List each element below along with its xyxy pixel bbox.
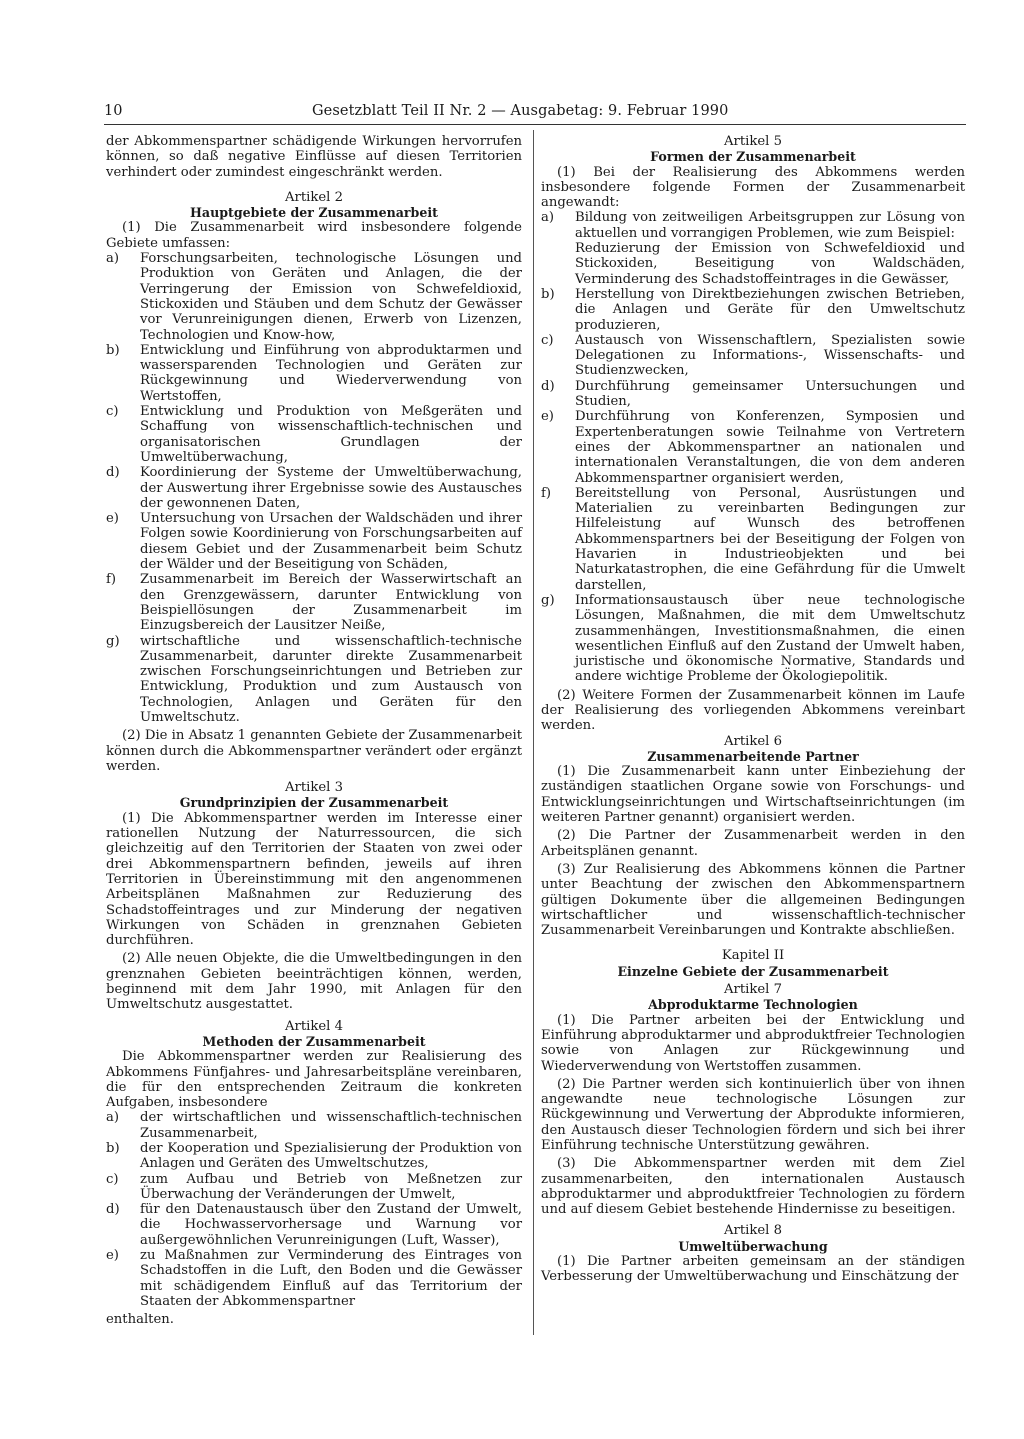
article-5-paragraph-1: (1) Bei der Realisierung des Abkommens werden insbesondere folgende Formen der Zusammenarbeit angewandt: [541, 164, 965, 211]
list-item: b) Herstellung von Direktbeziehungen zwischen Betrieben, die Anlagen und Geräte für den Umweltschutz produzieren, [541, 286, 965, 333]
list-item: e) Durchführung von Konferenzen, Symposien und Expertenberatungen sowie Teilnahme von Vertretern eines der Abkommenspartner an nationalen und internationalen Veranstaltungen, die von dem anderen Abkommenspartner organisiert werden, [541, 409, 965, 486]
article-3-title: Artikel 3 [285, 780, 343, 796]
article-8-paragraph-1: (1) Die Partner arbeiten gemeinsam an der ständigen Verbesserung der Umweltüberwachung und Einschätzung der [541, 1254, 965, 1285]
article-4-closing: enthalten. [106, 1312, 174, 1328]
list-item: g) Informationsaustausch über neue technologische Lösungen, Maßnahmen, die mit dem Umweltschutz zusammenhängen, Investitionsmaßnahmen, die einen wesentlichen Einfluß auf den Zustand der Umwelt haben, juristische und ökonomische Normative, Standards und andere wichtige Probleme der Ökologiepolitik. [541, 592, 965, 685]
chapter-title: Kapitel II [721, 948, 785, 964]
article-2-paragraph-1: (1) Die Zusammenarbeit wird insbesondere folgende Gebiete umfassen: [106, 220, 522, 251]
list-item: a) Forschungsarbeiten, technologische Lösungen und Produktion von Geräten und Anlagen, die der Verringerung der Emission von Schwefeldioxid, Stickoxiden und Stäuben und dem Schutz der Gewässer vor Verunreinigungen dienen, Erwerb von Lizenzen, Technologien und Know-how, [106, 251, 522, 343]
article-4-paragraph-1: Die Abkommenspartner werden zur Realisierung des Abkommens Fünfjahres- und Jahresarbeitspläne vereinbaren, die für den entsprechenden Zeitraum die konkreten Aufgaben, insbesondere [106, 1049, 522, 1111]
article-6-title: Artikel 6 [724, 733, 782, 749]
article-6-heading: Zusammenarbeitende Partner [647, 748, 859, 764]
list-item: c) Austausch von Wissenschaftlern, Spezialisten sowie Delegationen zu Informations-, Wissenschafts- und Studienzwecken, [541, 332, 965, 379]
article-7-title: Artikel 7 [724, 982, 782, 998]
list-item: a) Bildung von zeitweiligen Arbeitsgruppen zur Lösung von aktuellen und vorrangigen Problemen, wie zum Beispiel: Reduzierung der Emission von Schwefeldioxid und Stickoxiden, Beseitigung von Waldschäden, Verminderung des Schadstoffeintrages in die Gewässer, [541, 210, 965, 287]
article-6-paragraph-1: (1) Die Zusammenarbeit kann unter Einbeziehung der zuständigen staatlichen Organe sowie von Forschungs- und Entwicklungseinrichtungen und Wirtschaftseinrichtungen (im weiteren Partner genannt) organisiert werden. [541, 764, 965, 826]
article-6-paragraph-3: (3) Zur Realisierung des Abkommens können die Partner unter Beachtung der zwischen den Abkommenspartnern gültigen Dokumente über die allgemeinen Bedingungen wirtschaftlicher und wissenschaftlich-technischer Zusammenarbeit Vereinbarungen und Kontrakte abschließen. [541, 861, 965, 939]
article-3-paragraph-1: (1) Die Abkommenspartner werden im Interesse einer rationellen Nutzung der Naturressourcen, die sich gleichzeitig auf den Territorien der Staaten von zwei oder drei Abkommenspartnern befinden, jeweils auf ihren Territorien in Übereinstimmung mit den angenommenen Arbeitsplänen Maßnahmen zur Reduzierung des Schadstoffeintrages und zur Minderung der negativen Wirkungen von Schäden in grenznahen Gebieten durchführen. [106, 810, 522, 949]
chapter-heading: Einzelne Gebiete der Zusammenarbeit [617, 963, 889, 979]
list-item: d) Durchführung gemeinsamer Untersuchungen und Studien, [541, 378, 965, 410]
page-number: 10 [104, 103, 123, 119]
article-5-heading: Formen der Zusammenarbeit [650, 149, 856, 165]
article-2-heading: Hauptgebiete der Zusammenarbeit [190, 205, 438, 221]
article-7-paragraph-2: (2) Die Partner werden sich kontinuierlich über von ihnen angewandte neue technologische Lösungen zur Rückgewinnung und Verwertung der Abprodukte informieren, den Austausch dieser Technologien fördern und sich bei ihrer Einführung technische Unterstützung gewähren. [541, 1076, 965, 1153]
list-item: d) für den Datenaustausch über den Zustand der Umwelt, die Hochwasservorhersage und Warnung vor außergewöhnlichen Verunreinigungen (Luft, Wasser), [106, 1202, 522, 1248]
list-item: f) Bereitstellung von Personal, Ausrüstungen und Materialien zu vereinbarten Bedingungen zur Hilfeleistung auf Wunsch des betroffenen Abkommenspartners bei der Beseitigung der Folgen von Havarien in Industrieobjekten und bei Naturkatastrophen, die eine Gefährdung für die Umwelt darstellen, [541, 485, 965, 593]
article-3-heading: Grundprinzipien der Zusammenarbeit [179, 795, 449, 811]
right-column [541, 134, 965, 1285]
article-5-title: Artikel 5 [724, 134, 782, 149]
list-item: a) der wirtschaftlichen und wissenschaftlich-technischen Zusammenarbeit, [106, 1110, 522, 1141]
list-item: d) Koordinierung der Systeme der Umweltüberwachung, der Auswertung ihrer Ergebnisse sowie des Austausches der gewonnenen Daten, [106, 465, 522, 511]
list-item: e) Untersuchung von Ursachen der Waldschäden und ihrer Folgen sowie Koordinierung von Forschungsarbeiten auf diesem Gebiet und der Zusammenarbeit beim Schutz der Wälder und der Beseitigung von Schäden, [106, 511, 522, 573]
page-header [104, 100, 966, 122]
column-divider [533, 130, 534, 1335]
header-rule [104, 124, 966, 125]
list-item: c) zum Aufbau und Betrieb von Meßnetzen zur Überwachung der Veränderungen der Umwelt, [106, 1171, 522, 1202]
article-7-paragraph-3: (3) Die Abkommenspartner werden mit dem Ziel zusammenarbeiten, den internationalen Austausch abproduktarmer und abproduktfreier Technologien zu fördern und auf diesem Gebiet bestehende Hindernisse zu beseitigen. [541, 1156, 965, 1218]
article-4-title: Artikel 4 [285, 1018, 343, 1034]
list-item: b) Entwicklung und Einführung von abproduktarmen und wassersparenden Technologien und Geräten zur Rückgewinnung und Wiederverwendung von Wertstoffen, [106, 342, 522, 404]
gazette-title: Gesetzblatt Teil II Nr. 2 — Ausgabetag: 9. Februar 1990 [312, 103, 729, 119]
intro-paragraph: der Abkommenspartner schädigende Wirkungen hervorrufen können, so daß negative Einflüsse auf diesen Territorien verhindert oder zumindest eingeschränkt werden. [106, 134, 522, 180]
list-item: e) zu Maßnahmen zur Verminderung des Eintrages von Schadstoffen in die Luft, den Boden und die Gewässer mit schädigendem Einfluß auf das Territorium der Staaten der Abkommenspartner [106, 1248, 522, 1309]
article-7-paragraph-1: (1) Die Partner arbeiten bei der Entwicklung und Einführung abproduktarmer und abproduktfreier Technologien sowie von Anlagen zur Rückgewinnung und Wiederverwendung von Wertstoffen zusammen. [541, 1012, 965, 1074]
article-8-title: Artikel 8 [724, 1223, 782, 1239]
article-5-paragraph-2: (2) Weitere Formen der Zusammenarbeit können im Laufe der Realisierung des vorliegenden Abkommens vereinbart werden. [541, 687, 965, 734]
article-3-paragraph-2: (2) Alle neuen Objekte, die die Umweltbedingungen in den grenznahen Gebieten beeinträchtigen können, werden, beginnend mit dem Jahr 1990, mit Anlagen für den Umweltschutz ausgestattet. [106, 951, 522, 1013]
left-column [106, 134, 522, 1328]
article-2-title: Artikel 2 [285, 189, 343, 205]
list-item: b) der Kooperation und Spezialisierung der Produktion von Anlagen und Geräten des Umweltschutzes, [106, 1141, 522, 1172]
list-item: g) wirtschaftliche und wissenschaftlich-technische Zusammenarbeit, darunter direkte Zusammenarbeit zwischen Forschungseinrichtungen und Betrieben zur Entwicklung, Produktion und zum Austausch von Technologien, Anlagen und Geräten für den Umweltschutz. [106, 633, 522, 725]
article-8-heading: Umweltüberwachung [678, 1238, 828, 1254]
list-item: c) Entwicklung und Produktion von Meßgeräten und Schaffung von wissenschaftlich-technischen und organisatorischen Grundlagen der Umweltüberwachung, [106, 404, 522, 465]
list-item: f) Zusammenarbeit im Bereich der Wasserwirtschaft an den Grenzgewässern, darunter Entwicklung von Beispiellösungen der Zusammenarbeit im Einzugsbereich der Lausitzer Neiße, [106, 572, 522, 634]
article-7-heading: Abproduktarme Technologien [648, 997, 858, 1013]
article-4-heading: Methoden der Zusammenarbeit [202, 1033, 426, 1049]
article-2-paragraph-2: (2) Die in Absatz 1 genannten Gebiete der Zusammenarbeit können durch die Abkommenspartner verändert oder ergänzt werden. [106, 728, 522, 774]
article-6-paragraph-2: (2) Die Partner der Zusammenarbeit werden in den Arbeitsplänen genannt. [541, 828, 965, 859]
